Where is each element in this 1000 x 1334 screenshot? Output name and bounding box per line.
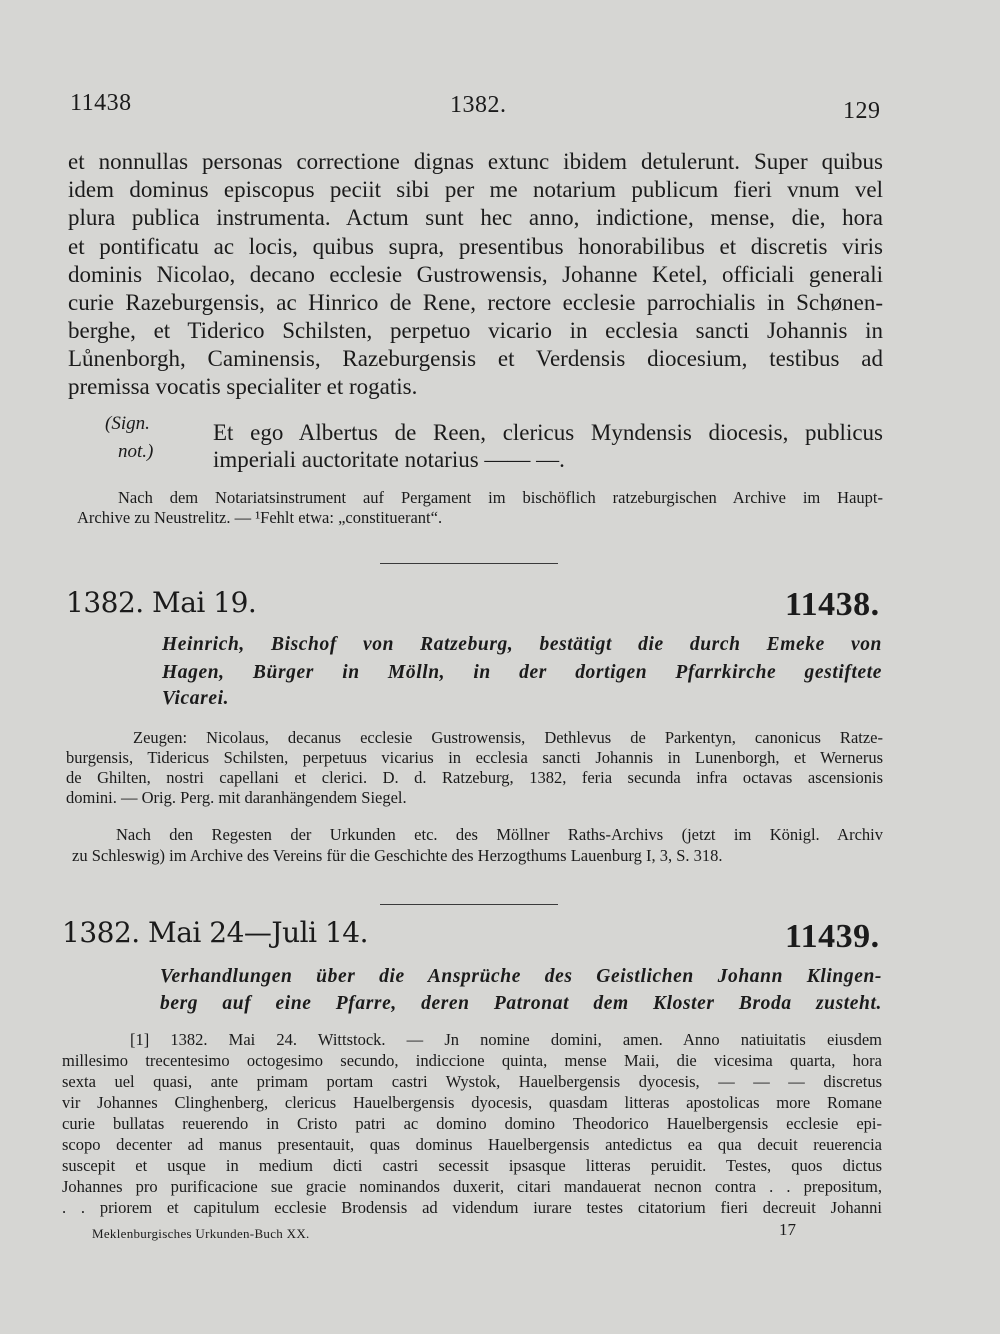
header-page-number: 129 <box>843 98 881 124</box>
signature-line: imperiali auctoritate notarius —— —. <box>213 447 565 472</box>
continued-text-line: plura publica instrumenta. Actum sunt hec anno, indictione, mense, die, hora <box>68 205 883 230</box>
source-line: zu Schleswig) im Archive des Vereins für die Geschichte des Herzogthums Lauenburg I, 3, S. 318. <box>72 846 723 865</box>
header-entry-number: 11438 <box>70 90 132 116</box>
document-text-line: . . priorem et capitulum ecclesie Brodensis ad videndum iurare testes citatorium fieri decreuit Johanni <box>62 1198 882 1217</box>
footer-sheet-number: 17 <box>779 1220 796 1239</box>
signature-tag: not.) <box>118 441 154 462</box>
signature-line: Et ego Albertus de Reen, clericus Myndensis diocesis, publicus <box>213 420 883 445</box>
section-divider <box>380 904 558 905</box>
witness-line: de Ghilten, nostri capellani et clerici. D. d. Ratzeburg, 1382, feria secunda infra octavas ascensionis <box>66 768 883 787</box>
continued-text-line: dominis Nicolao, decano ecclesie Gustrowensis, Johanne Ketel, officiali generali <box>68 262 883 287</box>
entry-title-line: Verhandlungen über die Ansprüche des Geistlichen Johann Klingen- <box>160 966 882 987</box>
section-divider <box>380 563 558 564</box>
footer-book-title: Meklenburgisches Urkunden-Buch XX. <box>92 1226 310 1241</box>
header-year: 1382. <box>450 92 507 118</box>
entry-number: 11438. <box>785 586 880 623</box>
witness-line: domini. — Orig. Perg. mit daranhängendem Siegel. <box>66 788 407 807</box>
continued-text-line: berghe, et Tiderico Schilsten, perpetuo vicario in ecclesia sancti Johannis in <box>68 318 883 343</box>
document-text-line: curie bullatas reuerendo in Cristo patri ac domino domino Theodorico Hauelbergensis ecclesie epi- <box>62 1114 882 1133</box>
entry-title-line: Heinrich, Bischof von Ratzeburg, bestätigt die durch Emeke von <box>162 634 882 655</box>
entry-title-line: Vicarei. <box>162 688 230 709</box>
continued-text-line: curie Razeburgensis, ac Hinrico de Rene, rectore ecclesie parrochialis in Schønen- <box>68 290 883 315</box>
continued-text-line: Lůnenborgh, Caminensis, Razeburgensis et Verdensis diocesium, testibus ad <box>68 346 883 371</box>
entry-title-line: berg auf eine Pfarre, deren Patronat dem Kloster Broda zusteht. <box>160 993 882 1014</box>
continued-text-line: et nonnullas personas correctione dignas extunc ibidem detulerunt. Super quibus <box>68 149 883 174</box>
entry-date: 1382. Mai 19. <box>66 586 257 619</box>
continued-text-line: idem dominus episcopus peciit sibi per me notarium publicum fieri vnum vel <box>68 177 883 202</box>
source-note-line: Nach dem Notariatsinstrument auf Pergament im bischöflich ratzeburgischen Archive im Haupt- <box>118 488 883 507</box>
entry-date: 1382. Mai 24—Juli 14. <box>62 916 369 949</box>
witness-line: burgensis, Tidericus Schilsten, perpetuus vicarius in ecclesia sancti Johannis in Lunenborgh, et Wernerus <box>66 748 883 767</box>
source-note-line: Archive zu Neustrelitz. — ¹Fehlt etwa: „constituerant“. <box>77 508 443 527</box>
signature-tag: (Sign. <box>105 413 150 434</box>
document-text-line: scopo decenter ad manus presentauit, quas dominus Hauelbergensis antedictus ea qua decuit reuerencia <box>62 1135 882 1154</box>
continued-text-line: et pontificatu ac locis, quibus supra, presentibus honorabilibus et discretis viris <box>68 234 883 259</box>
document-text-line: sexta uel quasi, ante primam portam castri Wystok, Hauelbergensis dyocesis, — — — discretus <box>62 1072 882 1091</box>
continued-text-line: premissa vocatis specialiter et rogatis. <box>68 374 418 399</box>
document-text-line: Johannes pro purificacione sue gracie nominandos duxerit, citari mandauerat necnon contra . . prepositum, <box>62 1177 882 1196</box>
document-text-line: millesimo trecentesimo octogesimo secundo, indiccione quinta, mense Maii, die vicesima quarta, hora <box>62 1051 882 1070</box>
entry-title-line: Hagen, Bürger in Mölln, in der dortigen Pfarrkirche gestiftete <box>162 662 882 683</box>
source-line: Nach den Regesten der Urkunden etc. des Möllner Raths-Archivs (jetzt im Königl. Archiv <box>116 825 883 844</box>
document-text-line: [1] 1382. Mai 24. Wittstock. — Jn nomine domini, amen. Anno natiuitatis eiusdem <box>130 1030 882 1049</box>
witness-line: Zeugen: Nicolaus, decanus ecclesie Gustrowensis, Dethlevus de Parkentyn, canonicus Ratze- <box>133 728 883 747</box>
document-text-line: suscepit et usque in medium dicti castri secessit ipsasque litteras peruidit. Testes, quos dictus <box>62 1156 882 1175</box>
document-text-line: vir Johannes Clinghenberg, clericus Hauelbergensis dyocesis, quasdam litteras apostolicas more Romane <box>62 1093 882 1112</box>
entry-number: 11439. <box>785 918 880 955</box>
